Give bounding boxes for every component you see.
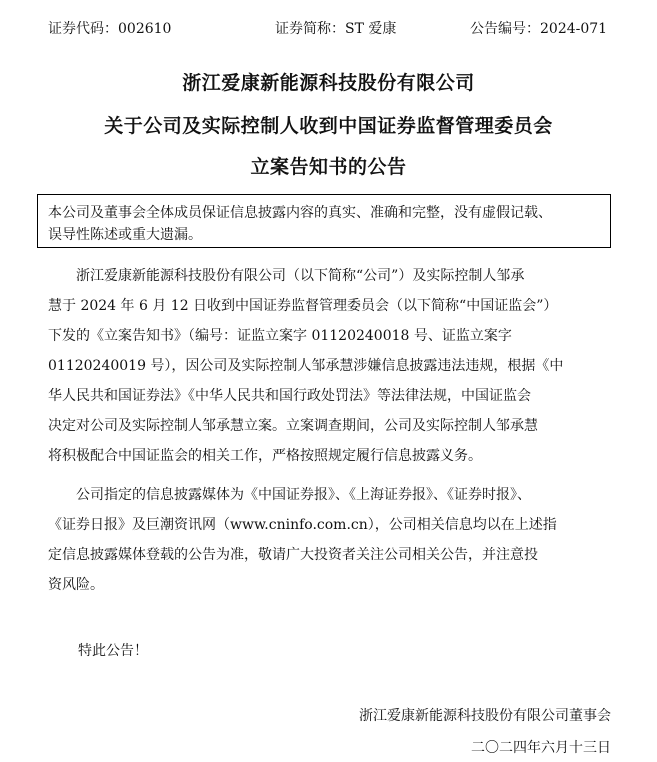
paragraph2-line: 《证券日报》及巨潮资讯网（www.cninfo.com.cn），公司相关信息均以在上述指 [48,517,557,533]
paragraph1-line: 华人民共和国证券法》《中华人民共和国行政处罚法》等法律法规，中国证监会 [48,388,531,404]
announcement-number: 公告编号：2024-071 [470,21,608,37]
paragraph1-line: 将积极配合中国证监会的相关工作，严格按照规定履行信息披露义务。 [48,448,482,464]
notice-line: 误导性陈述或重大遗漏。 [48,227,202,243]
notice-line: 本公司及董事会全体成员保证信息披露内容的真实、准确和完整，没有虚假记载、 [48,205,552,221]
paragraph1-line: 01120240019 号），因公司及实际控制人邹承慧涉嫌信息披露违法违规，根据《中 [48,358,564,374]
paragraph1-line: 慧于 2024 年 6 月 12 日收到中国证券监督管理委员会（以下简称“中国证监会”） [48,298,558,314]
board-guarantee-notice [37,194,611,248]
stock-code: 证券代码：002610 [48,21,172,37]
paragraph1-line: 决定对公司及实际控制人邹承慧立案。立案调查期间，公司及实际控制人邹承慧 [48,418,538,434]
paragraph1-line: 浙江爱康新能源科技股份有限公司（以下简称“公司”）及实际控制人邹承 [48,268,525,284]
title-company: 浙江爱康新能源科技股份有限公司 [182,72,475,94]
signature-date: 二〇二四年六月十三日 [471,740,611,756]
title-subject: 关于公司及实际控制人收到中国证券监督管理委员会 [104,115,553,137]
paragraph2-line: 公司指定的信息披露媒体为《中国证券报》、《上海证券报》、《证券时报》、 [48,487,531,503]
signature-company: 浙江爱康新能源科技股份有限公司董事会 [359,708,611,724]
stock-name: 证券简称：ST 爱康 [275,21,397,37]
title-suffix: 立案告知书的公告 [250,156,407,178]
paragraph2-line: 定信息披露媒体登载的公告为准，敬请广大投资者关注公司相关公告，并注意投 [48,547,538,563]
paragraph2-line: 资风险。 [48,577,104,593]
closing-statement: 特此公告！ [78,643,148,659]
paragraph1-line: 下发的《立案告知书》（编号：证监立案字 01120240018 号、证监立案字 [48,328,512,344]
document-header [0,18,657,40]
